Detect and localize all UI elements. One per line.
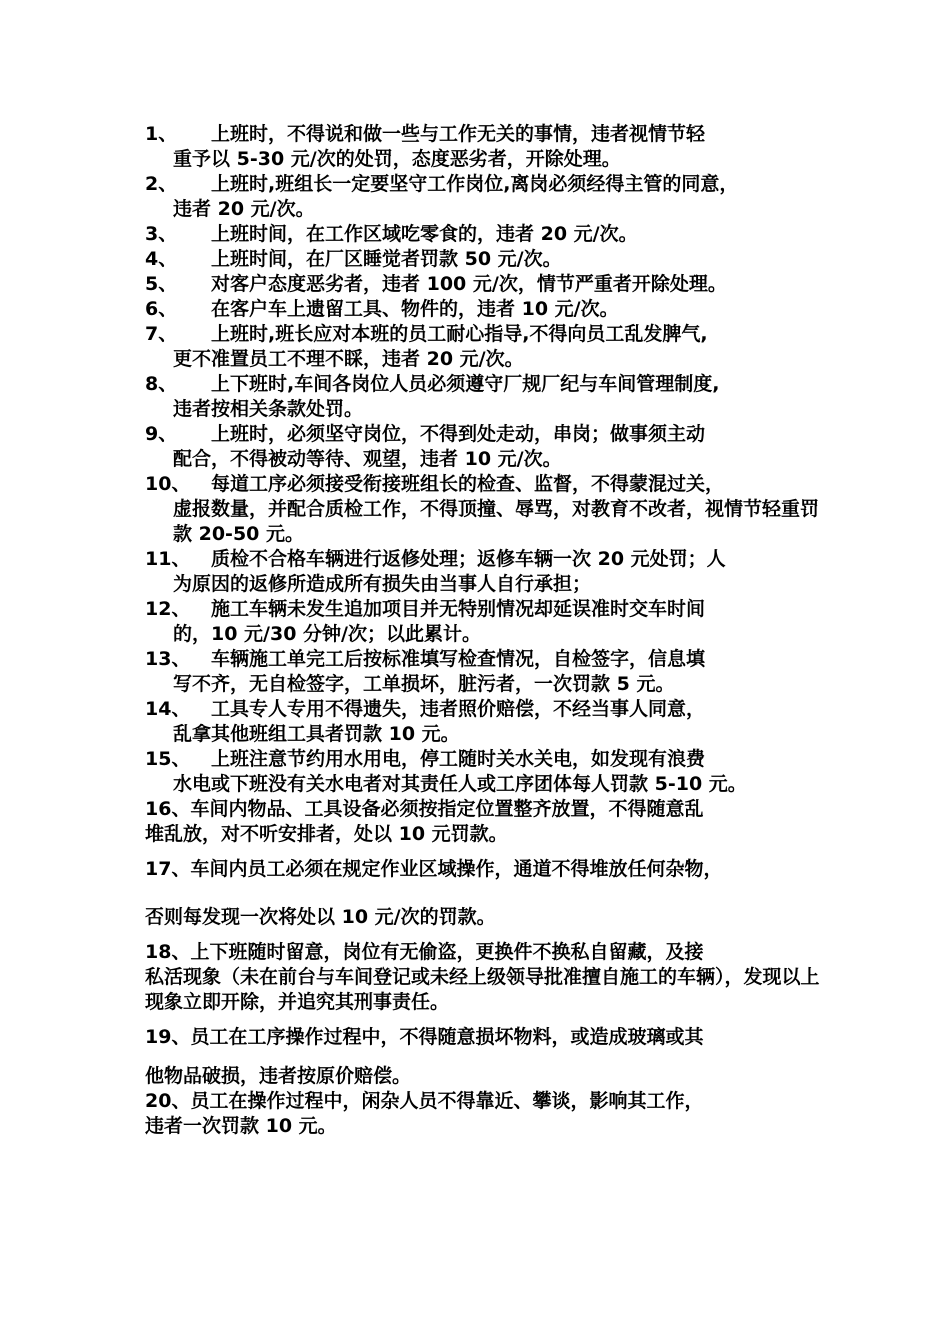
document-page bbox=[145, 122, 825, 1139]
rule-text-line1: 上班时间，在工作区域吃零食的，违者 20 元/次。 bbox=[211, 223, 638, 245]
rule-item bbox=[145, 422, 825, 472]
rule-text-line1: 上下班时,车间各岗位人员必须遵守厂规厂纪与车间管理制度, bbox=[211, 373, 720, 395]
rule-item bbox=[145, 797, 825, 847]
rule-text-line1: 在客户车上遗留工具、物件的，违者 10 元/次。 bbox=[211, 298, 619, 320]
rule-text-line1: 员工在操作过程中，闲杂人员不得靠近、攀谈，影响其工作， bbox=[190, 1090, 704, 1112]
rule-item bbox=[145, 1025, 825, 1089]
rule-item bbox=[145, 1089, 825, 1139]
rule-number: 12、 bbox=[145, 598, 191, 620]
rule-text-line1: 上班时，必须坚守岗位，不得到处走动，串岗；做事须主动 bbox=[211, 423, 706, 445]
rule-text-rest: 水电或下班没有关水电者对其责任人或工序团体每人罚款 5-10 元。 bbox=[173, 773, 747, 795]
rule-number: 18、 bbox=[145, 941, 191, 963]
rule-item bbox=[145, 247, 825, 272]
rule-text-line1: 车间内员工必须在规定作业区域操作，通道不得堆放任何杂物， bbox=[190, 858, 723, 880]
rule-item bbox=[145, 547, 825, 597]
rule-number: 14、 bbox=[145, 698, 191, 720]
rule-item bbox=[145, 597, 825, 647]
rule-number: 7、 bbox=[145, 323, 178, 345]
rule-text-rest: 私活现象（未在前台与车间登记或未经上级领导批准擅自施工的车辆），发现以上现象立即开除，并追究其刑事责任。 bbox=[145, 966, 820, 1013]
rule-number: 10、 bbox=[145, 473, 191, 495]
rule-text-rest: 违者一次罚款 10 元。 bbox=[145, 1115, 337, 1137]
rule-number: 9、 bbox=[145, 423, 178, 445]
rule-text-rest: 重予以 5-30 元/次的处罚，态度恶劣者，开除处理。 bbox=[173, 148, 621, 170]
rule-text-line1: 上班时,班组长一定要坚守工作岗位,离岗必须经得主管的同意， bbox=[211, 173, 739, 195]
rule-text-line1: 上班时间，在厂区睡觉者罚款 50 元/次。 bbox=[211, 248, 562, 270]
rule-text-line1: 上班注意节约用水用电，停工随时关水关电，如发现有浪费 bbox=[211, 748, 706, 770]
rule-item bbox=[145, 857, 825, 930]
rule-item bbox=[145, 940, 825, 1015]
rule-text-rest: 虚报数量，并配合质检工作，不得顶撞、辱骂，对教育不改者，视情节轻重罚款 20-50 元。 bbox=[173, 498, 820, 545]
rule-number: 20、 bbox=[145, 1090, 191, 1112]
rule-number: 19、 bbox=[145, 1026, 191, 1048]
rule-text-rest: 配合，不得被动等待、观望，违者 10 元/次。 bbox=[173, 448, 562, 470]
rule-text-rest: 的，10 元/30 分钟/次；以此累计。 bbox=[173, 623, 481, 645]
rule-number: 11、 bbox=[145, 548, 191, 570]
rule-item bbox=[145, 222, 825, 247]
rule-text-rest: 违者 20 元/次。 bbox=[173, 198, 315, 220]
rule-text-rest: 乱拿其他班组工具者罚款 10 元。 bbox=[173, 723, 460, 745]
rule-item bbox=[145, 472, 825, 547]
rule-text-line1: 车间内物品、工具设备必须按指定位置整齐放置，不得随意乱 bbox=[190, 798, 704, 820]
rule-item bbox=[145, 697, 825, 747]
rule-number: 1、 bbox=[145, 123, 178, 145]
rule-text-line1: 上班时，不得说和做一些与工作无关的事情，违者视情节轻 bbox=[211, 123, 706, 145]
rule-text-line1: 员工在工序操作过程中，不得随意损坏物料，或造成玻璃或其 bbox=[190, 1026, 704, 1048]
rule-item bbox=[145, 372, 825, 422]
rule-text-rest: 为原因的返修所造成所有损失由当事人自行承担； bbox=[173, 573, 592, 595]
rule-text-line1: 每道工序必须接受衔接班组长的检查、监督，不得蒙混过关， bbox=[211, 473, 725, 495]
rule-text-rest: 更不准置员工不理不睬，违者 20 元/次。 bbox=[173, 348, 524, 370]
rule-item bbox=[145, 172, 825, 222]
rule-text-line1: 工具专人专用不得遗失，违者照价赔偿，不经当事人同意， bbox=[211, 698, 706, 720]
rule-number: 15、 bbox=[145, 748, 191, 770]
rule-text-line1: 上下班随时留意，岗位有无偷盗，更换件不换私自留藏，及接 bbox=[190, 941, 704, 963]
rule-text-rest: 违者按相关条款处罚。 bbox=[173, 398, 364, 420]
rule-text-line1: 对客户态度恶劣者，违者 100 元/次，情节严重者开除处理。 bbox=[211, 273, 727, 295]
rule-text-rest: 否则每发现一次将处以 10 元/次的罚款。 bbox=[145, 906, 496, 928]
rule-text-line1: 上班时,班长应对本班的员工耐心指导,不得向员工乱发脾气, bbox=[211, 323, 708, 345]
rule-text-rest: 写不齐，无自检签字，工单损坏，脏污者，一次罚款 5 元。 bbox=[173, 673, 675, 695]
rule-text-line1: 质检不合格车辆进行返修处理；返修车辆一次 20 元处罚；人 bbox=[211, 548, 726, 570]
rule-text-rest: 堆乱放，对不听安排者，处以 10 元罚款。 bbox=[145, 823, 508, 845]
rule-number: 8、 bbox=[145, 373, 178, 395]
rule-item bbox=[145, 747, 825, 797]
rule-number: 2、 bbox=[145, 173, 178, 195]
rule-item bbox=[145, 322, 825, 372]
rule-number: 16、 bbox=[145, 798, 191, 820]
rule-item bbox=[145, 297, 825, 322]
rule-number: 5、 bbox=[145, 273, 178, 295]
rule-number: 3、 bbox=[145, 223, 178, 245]
rule-number: 6、 bbox=[145, 298, 178, 320]
rule-item bbox=[145, 272, 825, 297]
rule-item bbox=[145, 122, 825, 172]
rule-number: 4、 bbox=[145, 248, 178, 270]
rule-item bbox=[145, 647, 825, 697]
rule-text-rest: 他物品破损，违者按原价赔偿。 bbox=[145, 1065, 412, 1087]
rule-text-line1: 车辆施工单完工后按标准填写检查情况，自检签字，信息填 bbox=[211, 648, 706, 670]
rule-number: 13、 bbox=[145, 648, 191, 670]
rule-text-line1: 施工车辆未发生追加项目并无特别情况却延误准时交车时间 bbox=[211, 598, 706, 620]
rule-number: 17、 bbox=[145, 858, 191, 880]
